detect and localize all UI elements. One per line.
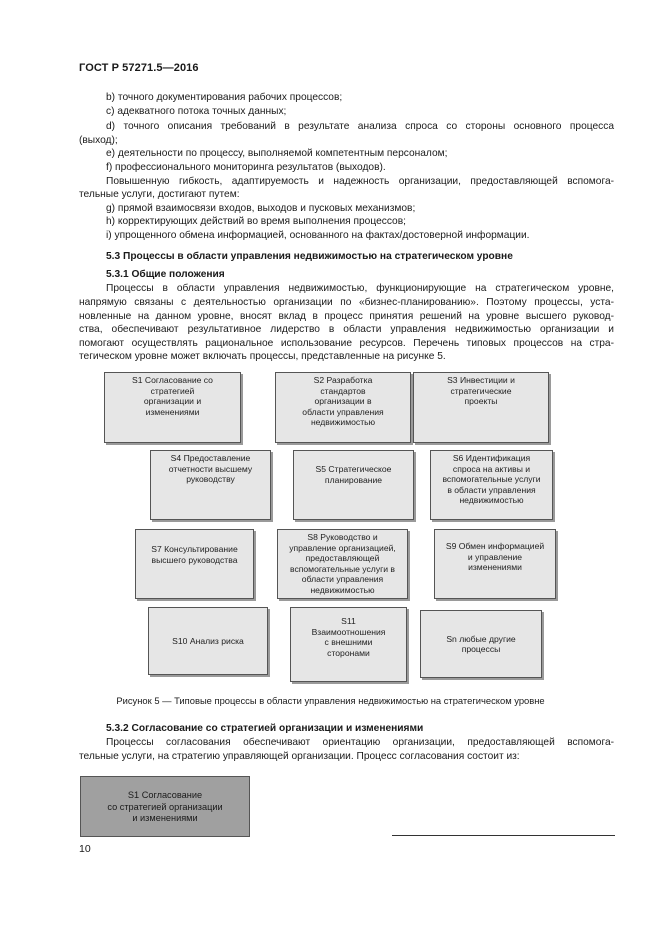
- flex-paragraph-line: Повышенную гибкость, адаптируемость и надежность организации, предоставляющей вспомога-: [106, 176, 614, 187]
- process-box-s1: S1 Согласование со стратегией организации и изменениями: [104, 372, 241, 443]
- list-item-d-cont: (выход);: [79, 135, 118, 146]
- process-box-s8: S8 Руководство и управление организацией, предоставляющей вспомогательные услуги в области управления недвижимостью: [277, 529, 408, 599]
- list-item-b: b) точного документирования рабочих процессов;: [106, 92, 343, 103]
- process-box-s5: S5 Стратегическое планирование: [293, 450, 414, 520]
- list-item-c: c) адекватного потока точных данных;: [106, 106, 287, 117]
- process-box-sn: Sn любые другие процессы: [420, 610, 542, 678]
- paragraph-line: тегическом уровне может включать процессы, представленные на рисунке 5.: [79, 351, 446, 362]
- section-heading-5-3-1: 5.3.1 Общие положения: [106, 269, 225, 280]
- process-box-s4: S4 Предоставление отчетности высшему руководству: [150, 450, 271, 520]
- process-box-s10: S10 Анализ риска: [148, 607, 268, 675]
- footer-rule: [392, 835, 615, 836]
- process-box-s1-detail: S1 Согласование со стратегией организации и изменениями: [80, 776, 250, 837]
- list-item-d: d) точного описания требований в результате анализа спроса со стороны основного процесса: [106, 121, 614, 132]
- paragraph-line: напрямую связаны с деятельностью организации по «бизнес-планированию». Поэтому процессы, уста-: [79, 297, 614, 308]
- paragraph-line: тельные услуги, на стратегию управляющей организации. Процесс согласования состоит из:: [79, 751, 520, 762]
- flex-paragraph-line: тельные услуги, достигают путем:: [79, 189, 240, 200]
- process-box-s9: S9 Обмен информацией и управление изменениями: [434, 529, 556, 599]
- process-box-s3: S3 Инвестиции и стратегические проекты: [413, 372, 549, 443]
- paragraph-line: помогают осуществлять рациональное использование ресурсов. Перечень типовых процессов на стра-: [79, 338, 614, 349]
- document-header: ГОСТ Р 57271.5—2016: [79, 62, 199, 74]
- paragraph-line: Процессы в области управления недвижимостью, функционирующие на стратегическом уровне,: [106, 283, 614, 294]
- section-heading-5-3: 5.3 Процессы в области управления недвижимостью на стратегическом уровне: [106, 251, 513, 262]
- paragraph-line: ства, обеспечивают результативное лидерство в области управления недвижимостью организации и: [79, 324, 614, 335]
- paragraph-line: новленные на данном уровне, вносят вклад в процесс принятия решений на уровне высшего руковод-: [79, 311, 614, 322]
- page-number: 10: [79, 843, 91, 855]
- process-box-s2: S2 Разработка стандартов организации в области управления недвижимостью: [275, 372, 411, 443]
- list-item-g: g) прямой взаимосвязи входов, выходов и пусковых механизмов;: [106, 203, 416, 214]
- section-heading-5-3-2: 5.3.2 Согласование со стратегией организации и изменениями: [106, 723, 424, 734]
- list-item-i: i) упрощенного обмена информацией, основанного на фактах/достоверной информации.: [106, 230, 530, 241]
- process-box-s7: S7 Консультирование высшего руководства: [135, 529, 254, 599]
- list-item-e: e) деятельности по процессу, выполняемой компетентным персоналом;: [106, 148, 448, 159]
- list-item-f: f) профессионального мониторинга результатов (выходов).: [106, 162, 386, 173]
- process-box-s6: S6 Идентификация спроса на активы и вспомогательные услуги в области управления недвижимостью: [430, 450, 553, 520]
- paragraph-line: Процессы согласования обеспечивают ориентацию организации, предоставляющей вспомога-: [106, 737, 614, 748]
- process-box-s11: S11 Взаимоотношения с внешними сторонами: [290, 607, 407, 682]
- figure-caption: Рисунок 5 — Типовые процессы в области управления недвижимостью на стратегическом уровне: [116, 695, 545, 706]
- list-item-h: h) корректирующих действий во время выполнения процессов;: [106, 216, 406, 227]
